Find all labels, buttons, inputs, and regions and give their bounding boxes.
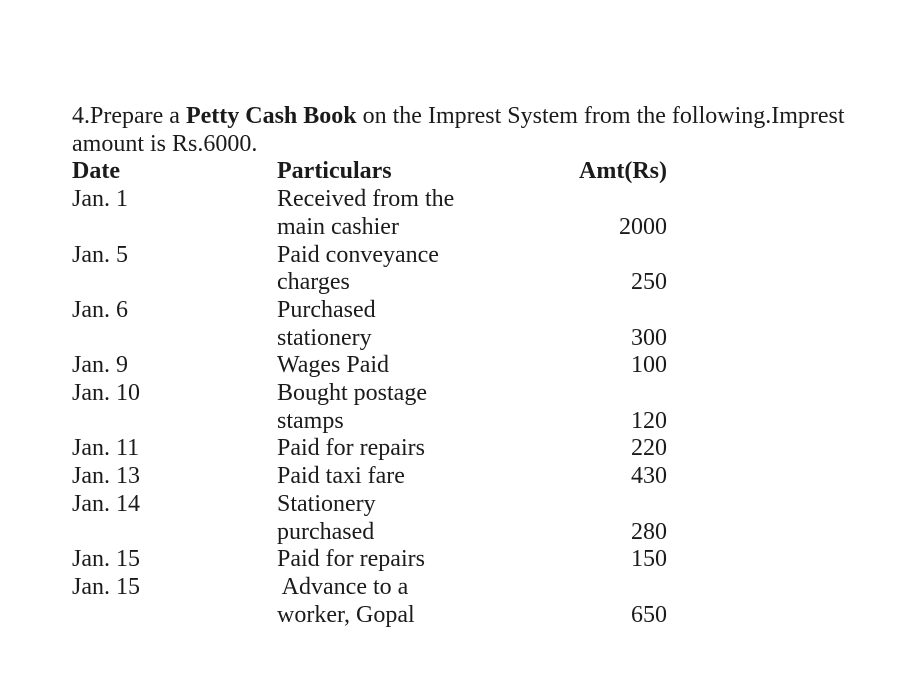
- row-particulars: Paid for repairs: [277, 546, 425, 573]
- row-date: Jan. 11: [72, 435, 140, 462]
- row-particulars: stationery: [277, 324, 372, 351]
- row-particulars: Advance to a: [277, 573, 409, 600]
- row-amount: 120: [631, 407, 667, 434]
- row-amount: [567, 380, 667, 408]
- table-row: [72, 574, 845, 602]
- column-header-amount: Amt(Rs): [579, 158, 667, 185]
- row-amount: 100: [631, 352, 667, 379]
- row-particulars: stamps: [277, 407, 344, 434]
- table-row: [72, 269, 845, 297]
- row-date: [72, 602, 277, 630]
- table-row: [72, 242, 845, 270]
- row-date: [72, 408, 277, 436]
- row-date: Jan. 15: [72, 573, 140, 600]
- row-particulars: main cashier: [277, 213, 399, 240]
- row-particulars: Purchased: [277, 296, 376, 323]
- row-amount: 280: [631, 518, 667, 545]
- row-date: Jan. 13: [72, 463, 140, 490]
- table-row: [72, 519, 845, 547]
- row-date: [72, 269, 277, 297]
- problem-statement-bold-phrase: Petty Cash Book: [185, 103, 357, 129]
- problem-statement-text-post: on the Imprest System from the following.Imprest: [356, 103, 845, 129]
- row-amount: [567, 491, 667, 519]
- table-row: [72, 602, 845, 630]
- row-particulars: Stationery: [277, 490, 376, 517]
- table-row: [72, 408, 845, 436]
- table-row: [72, 297, 845, 325]
- problem-statement-text-pre: 4.Prepare a: [72, 103, 186, 129]
- row-particulars: Paid conveyance: [277, 241, 439, 268]
- row-date: Jan. 5: [72, 241, 128, 268]
- row-particulars: charges: [277, 269, 350, 296]
- row-amount: 300: [631, 324, 667, 351]
- row-particulars: Paid for repairs: [277, 435, 425, 462]
- row-date: [72, 519, 277, 547]
- row-particulars: worker, Gopal: [277, 601, 415, 628]
- row-amount: [567, 297, 667, 325]
- problem-statement-line-1: [72, 103, 845, 131]
- table-row: [72, 325, 845, 353]
- row-amount: 220: [631, 435, 667, 462]
- table-row: [72, 491, 845, 519]
- row-amount: 150: [631, 546, 667, 573]
- row-particulars: Wages Paid: [277, 352, 390, 379]
- problem-statement-line-2: amount is Rs.6000.: [72, 130, 258, 157]
- row-particulars: purchased: [277, 518, 375, 545]
- row-amount: 430: [631, 463, 667, 490]
- table-row: [72, 546, 845, 574]
- row-amount: 2000: [619, 213, 667, 240]
- table-row: [72, 463, 845, 491]
- row-amount: [567, 186, 667, 214]
- row-amount: [567, 242, 667, 270]
- row-date: Jan. 9: [72, 352, 128, 379]
- petty-cash-table-body: [72, 186, 845, 629]
- table-row: [72, 435, 845, 463]
- table-header-row: [72, 158, 845, 186]
- row-date: Jan. 14: [72, 490, 140, 517]
- row-amount: 650: [631, 601, 667, 628]
- row-particulars: Bought postage: [277, 380, 427, 407]
- row-date: [72, 325, 277, 353]
- column-header-date: Date: [72, 158, 120, 185]
- problem-document: [72, 103, 845, 629]
- row-date: Jan. 15: [72, 546, 140, 573]
- row-date: Jan. 1: [72, 186, 128, 213]
- row-amount: 250: [631, 269, 667, 296]
- row-particulars: Received from the: [277, 186, 455, 213]
- row-date: Jan. 6: [72, 296, 128, 323]
- table-row: [72, 380, 845, 408]
- row-amount: [567, 574, 667, 602]
- column-header-particulars: Particulars: [277, 158, 392, 185]
- row-particulars: Paid taxi fare: [277, 463, 405, 490]
- table-row: [72, 352, 845, 380]
- table-row: [72, 186, 845, 214]
- table-row: [72, 214, 845, 242]
- row-date: [72, 214, 277, 242]
- row-date: Jan. 10: [72, 380, 140, 407]
